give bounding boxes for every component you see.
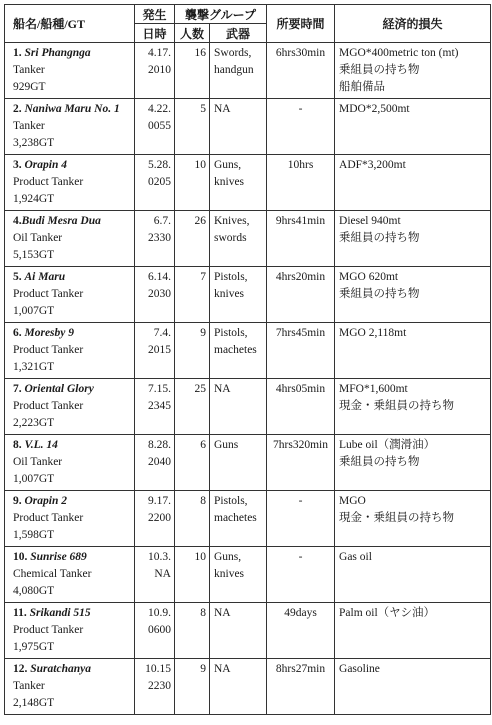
date: 5.28. xyxy=(148,159,171,171)
weapons-cell xyxy=(210,379,267,435)
date-cell xyxy=(135,491,175,547)
date: 4.17. xyxy=(148,47,171,59)
header-duration: 所要時間 xyxy=(267,5,335,43)
table-row xyxy=(5,155,491,211)
ship-type: Product Tanker xyxy=(13,344,84,356)
header-ship: 船名/船種/GT xyxy=(5,5,135,43)
loss-line: 乗組員の持ち物 xyxy=(339,232,420,244)
weapon-line: NA xyxy=(214,383,231,395)
row-number: 2. xyxy=(13,103,22,115)
table-row xyxy=(5,547,491,603)
date: 10.9. xyxy=(148,607,171,619)
loss-line: MFO*1,600mt xyxy=(339,383,408,395)
loss-line: MGO*400metric ton (mt) xyxy=(339,47,459,59)
row-number: 4. xyxy=(13,215,22,227)
row-number: 9. xyxy=(13,495,22,507)
loss-cell xyxy=(335,99,491,155)
header-count: 人数 xyxy=(175,24,210,43)
loss-line: MDO*2,500mt xyxy=(339,103,410,115)
table-row xyxy=(5,603,491,659)
ship-type: Tanker xyxy=(13,120,45,132)
row-number: 3. xyxy=(13,159,22,171)
loss-line: Palm oil（ヤシ油） xyxy=(339,607,436,619)
date-cell xyxy=(135,547,175,603)
date-cell xyxy=(135,435,175,491)
weapon-line: Guns, xyxy=(214,551,242,563)
loss-line: 乗組員の持ち物 xyxy=(339,64,420,76)
date-cell xyxy=(135,43,175,99)
weapons-cell xyxy=(210,491,267,547)
ship-type: Tanker xyxy=(13,680,45,692)
ship-gt: 5,153GT xyxy=(13,249,55,261)
ship-type: Chemical Tanker xyxy=(13,568,92,580)
loss-cell xyxy=(335,155,491,211)
table-row xyxy=(5,491,491,547)
row-number: 1. xyxy=(13,47,22,59)
piracy-incidents-table xyxy=(4,4,491,715)
loss-line: 船舶備品 xyxy=(339,81,386,93)
ship-gt: 1,598GT xyxy=(13,529,55,541)
weapon-line: NA xyxy=(214,103,231,115)
weapon-line: Knives, xyxy=(214,215,250,227)
weapon-line: Pistols, xyxy=(214,495,248,507)
date-cell xyxy=(135,155,175,211)
date: 7.4. xyxy=(153,327,171,339)
header-weapons: 武器 xyxy=(210,24,267,43)
weapons-cell xyxy=(210,435,267,491)
weapons-cell xyxy=(210,323,267,379)
table-row xyxy=(5,211,491,267)
date-cell xyxy=(135,267,175,323)
ship-type: Product Tanker xyxy=(13,512,84,524)
ship-name: Sri Phangnga xyxy=(24,47,91,59)
duration: 49days xyxy=(267,603,335,659)
ship-gt: 929GT xyxy=(13,81,46,93)
row-number: 8. xyxy=(13,439,22,451)
attacker-count: 7 xyxy=(175,267,210,323)
ship-type: Oil Tanker xyxy=(13,232,63,244)
weapon-line: knives xyxy=(214,568,245,580)
attacker-count: 16 xyxy=(175,43,210,99)
ship-type: Product Tanker xyxy=(13,288,84,300)
duration: - xyxy=(267,99,335,155)
weapon-line: Guns, xyxy=(214,159,242,171)
ship-gt: 1,975GT xyxy=(13,641,55,653)
ship-cell xyxy=(5,659,135,715)
attacker-count: 6 xyxy=(175,435,210,491)
ship-cell xyxy=(5,547,135,603)
table-row xyxy=(5,323,491,379)
table-row xyxy=(5,435,491,491)
ship-cell xyxy=(5,379,135,435)
date: 10.3. xyxy=(148,551,171,563)
date: 7.15. xyxy=(148,383,171,395)
ship-cell xyxy=(5,603,135,659)
date: 10.15 xyxy=(145,663,171,675)
attacker-count: 25 xyxy=(175,379,210,435)
time: 2230 xyxy=(148,680,171,692)
header-loss: 経済的損失 xyxy=(335,5,491,43)
weapon-line: machetes xyxy=(214,344,257,356)
table-body xyxy=(5,43,491,715)
ship-gt: 2,223GT xyxy=(13,417,55,429)
ship-name: Srikandi 515 xyxy=(29,607,91,619)
ship-gt: 4,080GT xyxy=(13,585,55,597)
date-cell xyxy=(135,379,175,435)
table-row xyxy=(5,267,491,323)
ship-cell xyxy=(5,99,135,155)
time: 0205 xyxy=(148,176,171,188)
row-number: 5. xyxy=(13,271,22,283)
loss-line: 乗組員の持ち物 xyxy=(339,288,420,300)
loss-line: MGO 2,118mt xyxy=(339,327,407,339)
attacker-count: 10 xyxy=(175,547,210,603)
loss-cell xyxy=(335,435,491,491)
time: 2030 xyxy=(148,288,171,300)
ship-cell xyxy=(5,211,135,267)
weapon-line: NA xyxy=(214,607,231,619)
attacker-count: 10 xyxy=(175,155,210,211)
weapon-line: Guns xyxy=(214,439,239,451)
table-row xyxy=(5,43,491,99)
ship-cell xyxy=(5,267,135,323)
loss-cell xyxy=(335,323,491,379)
ship-name: Ai Maru xyxy=(24,271,66,283)
ship-name: Oriental Glory xyxy=(24,383,94,395)
duration: - xyxy=(267,547,335,603)
loss-cell xyxy=(335,43,491,99)
duration: 7hrs45min xyxy=(267,323,335,379)
date-cell xyxy=(135,603,175,659)
row-number: 12. xyxy=(13,663,28,675)
ship-type: Product Tanker xyxy=(13,624,84,636)
weapons-cell xyxy=(210,659,267,715)
ship-cell xyxy=(5,323,135,379)
loss-cell xyxy=(335,491,491,547)
weapon-line: swords xyxy=(214,232,247,244)
weapons-cell xyxy=(210,603,267,659)
ship-name: Sunrise 689 xyxy=(30,551,87,563)
loss-line: MGO xyxy=(339,495,366,507)
weapons-cell xyxy=(210,99,267,155)
time: 2200 xyxy=(148,512,171,524)
table-row xyxy=(5,99,491,155)
duration: 4hrs05min xyxy=(267,379,335,435)
attacker-count: 8 xyxy=(175,603,210,659)
loss-cell xyxy=(335,603,491,659)
weapons-cell xyxy=(210,155,267,211)
row-number: 10. xyxy=(13,551,28,563)
weapons-cell xyxy=(210,43,267,99)
loss-line: Gas oil xyxy=(339,551,372,563)
table-row xyxy=(5,379,491,435)
date-cell xyxy=(135,323,175,379)
loss-line: Gasoline xyxy=(339,663,380,675)
ship-cell xyxy=(5,435,135,491)
duration: 8hrs27min xyxy=(267,659,335,715)
attacker-count: 8 xyxy=(175,491,210,547)
date: 4.22. xyxy=(148,103,171,115)
ship-gt: 1,007GT xyxy=(13,305,55,317)
date-cell xyxy=(135,659,175,715)
row-number: 6. xyxy=(13,327,22,339)
ship-name: Moresby 9 xyxy=(24,327,75,339)
attacker-count: 26 xyxy=(175,211,210,267)
header-date-bottom: 日時 xyxy=(135,24,175,43)
time: 2010 xyxy=(148,64,171,76)
duration: 7hrs320min xyxy=(267,435,335,491)
weapon-line: knives xyxy=(214,176,245,188)
date-cell xyxy=(135,99,175,155)
duration: 4hrs20min xyxy=(267,267,335,323)
date-cell xyxy=(135,211,175,267)
ship-name: Orapin 2 xyxy=(24,495,67,507)
loss-line: Lube oil（潤滑油） xyxy=(339,439,436,451)
header-date-top: 発生 xyxy=(135,5,175,24)
time: NA xyxy=(154,568,171,580)
ship-gt: 3,238GT xyxy=(13,137,55,149)
ship-cell xyxy=(5,491,135,547)
weapons-cell xyxy=(210,267,267,323)
duration: - xyxy=(267,491,335,547)
date: 6.14. xyxy=(148,271,171,283)
ship-gt: 2,148GT xyxy=(13,697,55,709)
ship-name: Suratchanya xyxy=(30,663,91,675)
time: 2345 xyxy=(148,400,171,412)
ship-gt: 1,321GT xyxy=(13,361,55,373)
duration: 9hrs41min xyxy=(267,211,335,267)
weapon-line: machetes xyxy=(214,512,257,524)
loss-line: MGO 620mt xyxy=(339,271,399,283)
ship-cell xyxy=(5,43,135,99)
weapon-line: Swords, xyxy=(214,47,252,59)
time: 0055 xyxy=(148,120,171,132)
ship-type: Oil Tanker xyxy=(13,456,63,468)
attacker-count: 5 xyxy=(175,99,210,155)
loss-cell xyxy=(335,547,491,603)
header-group: 襲撃グループ xyxy=(175,5,267,24)
time: 0600 xyxy=(148,624,171,636)
ship-gt: 1,924GT xyxy=(13,193,55,205)
ship-type: Product Tanker xyxy=(13,400,84,412)
loss-line: 乗組員の持ち物 xyxy=(339,456,420,468)
ship-name: Budi Mesra Dua xyxy=(21,215,101,227)
weapon-line: knives xyxy=(214,288,245,300)
loss-cell xyxy=(335,659,491,715)
loss-line: 現金・乗組員の持ち物 xyxy=(339,512,455,524)
attacker-count: 9 xyxy=(175,323,210,379)
row-number: 11. xyxy=(13,607,27,619)
loss-line: Diesel 940mt xyxy=(339,215,401,227)
weapons-cell xyxy=(210,211,267,267)
ship-name: Orapin 4 xyxy=(24,159,67,171)
time: 2330 xyxy=(148,232,171,244)
weapon-line: Pistols, xyxy=(214,327,248,339)
date: 6.7. xyxy=(153,215,171,227)
date: 8.28. xyxy=(148,439,171,451)
duration: 10hrs xyxy=(267,155,335,211)
loss-cell xyxy=(335,267,491,323)
table-header xyxy=(5,5,491,43)
row-number: 7. xyxy=(13,383,22,395)
ship-gt: 1,007GT xyxy=(13,473,55,485)
table-row xyxy=(5,659,491,715)
attacker-count: 9 xyxy=(175,659,210,715)
ship-type: Tanker xyxy=(13,64,45,76)
ship-name: V.L. 14 xyxy=(24,439,58,451)
ship-cell xyxy=(5,155,135,211)
weapons-cell xyxy=(210,547,267,603)
time: 2015 xyxy=(148,344,171,356)
weapon-line: NA xyxy=(214,663,231,675)
ship-type: Product Tanker xyxy=(13,176,84,188)
date: 9.17. xyxy=(148,495,171,507)
loss-cell xyxy=(335,379,491,435)
loss-line: ADF*3,200mt xyxy=(339,159,406,171)
time: 2040 xyxy=(148,456,171,468)
loss-cell xyxy=(335,211,491,267)
weapon-line: Pistols, xyxy=(214,271,248,283)
loss-line: 現金・乗組員の持ち物 xyxy=(339,400,455,412)
duration: 6hrs30min xyxy=(267,43,335,99)
ship-name: Naniwa Maru No. 1 xyxy=(24,103,120,115)
weapon-line: handgun xyxy=(214,64,254,76)
